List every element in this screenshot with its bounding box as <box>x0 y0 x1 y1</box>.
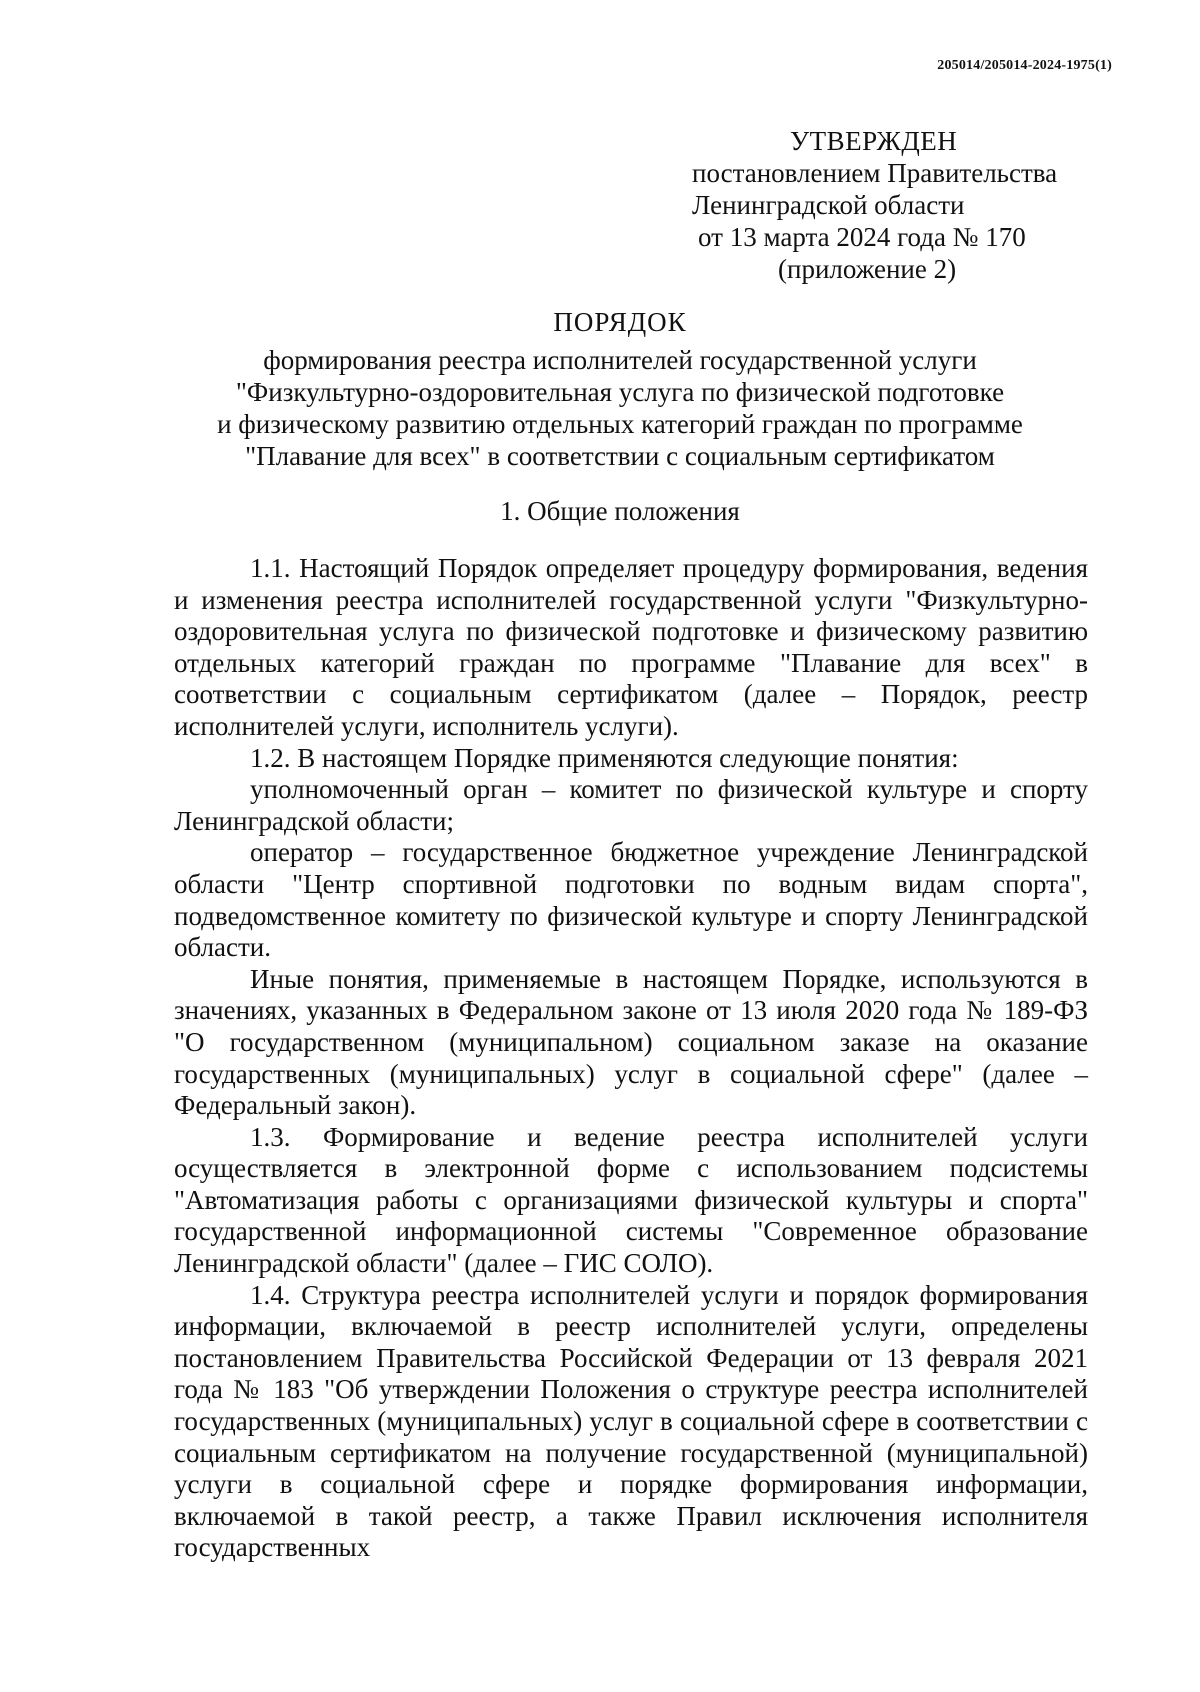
paragraph: 1.2. В настоящем Порядке применяются следующие понятия: <box>250 742 959 773</box>
paragraph: 1.4. Структура реестра исполнителей услуги и порядок формирования информации, включаемой в реестр исполнителей услуги, определены постановлением Правительства Российской Федерации от 13 февраля 2021 года № 183 "Об утверждении Положения о структуре реестра исполнителей государственных (муниципальных) услуг в социальной сфере в соответствии с социальным сертификатом на получение государственной (муниципальной) услуги в социальной сфере и порядке формирования информации, включаемой в такой реестр, а также Правил исключения исполнителя государственных <box>174 1279 1088 1563</box>
paragraph: уполномоченный орган – комитет по физической культуре и спорту Ленинградской области; <box>174 774 1088 836</box>
heading-line: "Физкультурно-оздоровительная услуга по физической подготовке <box>235 377 1005 407</box>
approval-title: УТВЕРЖДЕН <box>790 126 958 156</box>
approval-line: постановлением Правительства <box>692 158 1058 188</box>
document-body <box>174 553 1088 1564</box>
paragraph: Иные понятия, применяемые в настоящем Порядке, используются в значениях, указанных в Федеральном законе от 13 июля 2020 года № 189-ФЗ "О государственном (муниципальном) социальном заказе на оказание государственных (муниципальных) услуг в социальной сфере" (далее – Федеральный закон). <box>174 963 1088 1121</box>
heading-line: "Плавание для всех" в соответствии с социальным сертификатом <box>245 441 995 471</box>
approval-date: от 13 марта 2024 года № 170 <box>698 222 1026 252</box>
heading-line: и физическому развитию отдельных категорий граждан по программе <box>217 409 1023 439</box>
document-heading <box>150 306 1090 472</box>
approval-appendix: (приложение 2) <box>778 254 957 284</box>
paragraph: 1.1. Настоящий Порядок определяет процедуру формирования, ведения и изменения реестра исполнителей государственной услуги "Физкультурно-оздоровительная услуга по физической подготовке и физическому развитию отдельных категорий граждан по программе "Плавание для всех" в соответствии с социальным сертификатом (далее – Порядок, реестр исполнителей услуги, исполнитель услуги). <box>174 553 1088 741</box>
paragraph: 1.3. Формирование и ведение реестра исполнителей услуги осуществляется в электронной форме с использованием подсистемы "Автоматизация работы с организациями физической культуры и спорта" государственной информационной системы "Современное образование Ленинградской области" (далее – ГИС СОЛО). <box>174 1121 1088 1279</box>
document-id: 205014/205014-2024-1975(1) <box>937 58 1112 73</box>
paragraph: оператор – государственное бюджетное учреждение Ленинградской области "Центр спортивной подготовки по водным видам спорта", подведомственное комитету по физической культуре и спорту Ленинградской области. <box>174 837 1088 963</box>
approval-stamp <box>692 125 1112 285</box>
section-title: 1. Общие положения <box>500 496 740 526</box>
approval-line: Ленинградской области <box>692 190 965 220</box>
heading-line: формирования реестра исполнителей государственной услуги <box>263 345 977 375</box>
heading-title: ПОРЯДОК <box>553 307 687 337</box>
